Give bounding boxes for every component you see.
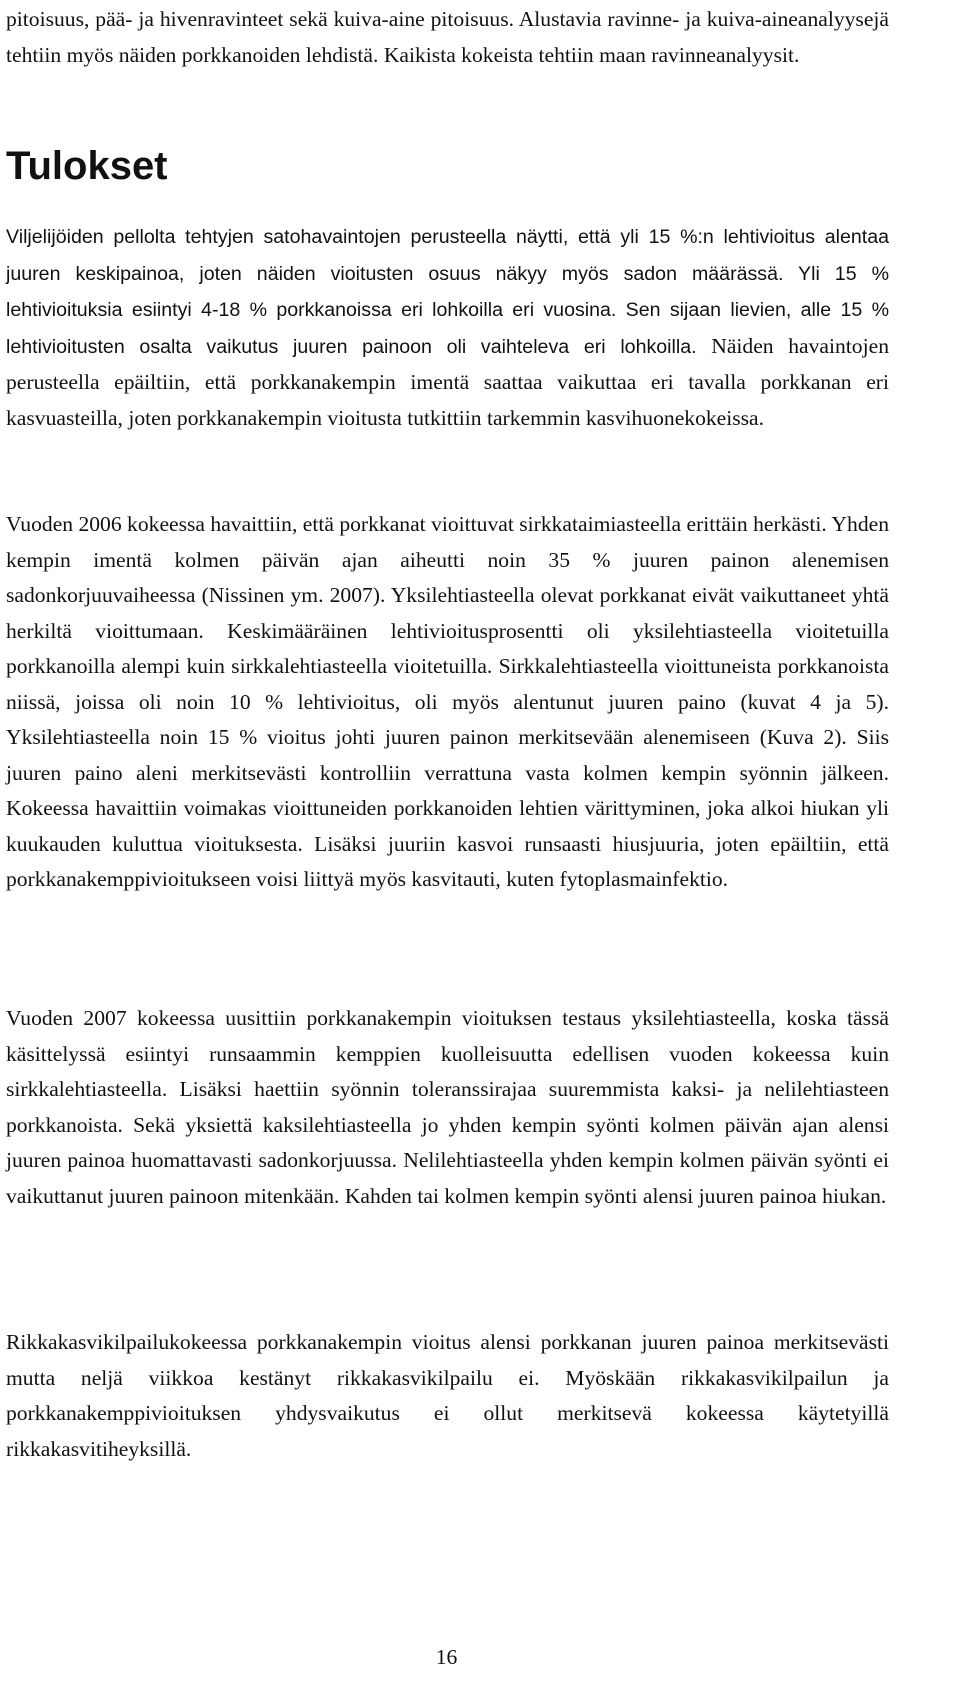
intro-text: pitoisuus, pää- ja hivenravinteet sekä kuiva-aine pitoisuus. Alustavia ravinne- ja kuiva-aineanalyysejä tehtiin myös näiden porkkanoiden lehdistä. Kaikista kokeista tehtiin maan ravinneanalyysit. xyxy=(6,7,889,67)
results-paragraph-1 xyxy=(6,219,889,436)
paragraph-1-serif-text: Näiden havaintojen perusteella epäiltiin, että porkkanakempin imentä saattaa vaikuttaa eri tavalla porkkanan eri kasvuasteilla, joten porkkanakempin vioitusta tutkittiin tarkemmin kasvihuonekokeissa. xyxy=(6,333,889,430)
results-paragraph-3: Vuoden 2007 kokeessa uusittiin porkkanakempin vioituksen testaus yksilehtiasteella, koska tässä käsittelyssä esiintyi runsaammin kemppien kuolleisuutta edellisen vuoden kokeessa kuin sirkkalehtiasteella. Lisäksi haettiin syönnin toleranssirajaa suuremmista kaksi- ja nelilehtiasteen porkkanoista. Sekä yksiettä kaksilehtiasteella jo yhden kempin syönti kolmen päivän ajan alensi juuren painoa huomattavasti sadonkorjuussa. Nelilehtiasteella yhden kempin kolmen päivän syönti ei vaikuttanut juuren painoon mitenkään. Kahden tai kolmen kempin syönti alensi juuren painoa hiukan. xyxy=(6,1006,889,1208)
paragraph-1-sans-text: Viljelijöiden pellolta tehtyjen satohavaintojen perusteella näytti, että yli 15 %:n lehtivioitus alentaa juuren keskipainoa, joten näiden vioitusten osuus näkyy myös sadon määrässä. Yli 15 % lehtivioituksia esiintyi 4-18 % porkkanoissa eri lohkoilla eri vuosina. Sen sijaan lievien, alle 15 % lehtivioitusten osalta vaikutus juuren painoon oli vaihteleva eri lohkoilla. xyxy=(6,226,889,358)
intro-paragraph xyxy=(6,2,889,73)
results-paragraph-2: Vuoden 2006 kokeessa havaittiin, että porkkanat vioittuvat sirkkataimiasteella erittäin herkästi. Yhden kempin imentä kolmen päivän ajan aiheutti noin 35 % juuren painon alenemisen sadonkorjuuvaiheessa (Nissinen ym. 2007). Yksilehtiasteella olevat porkkanat eivät vaikuttaneet yhtä herkiltä vioittumaan. Keskimääräinen lehtivioitusprosentti oli yksilehtiasteella vioitetuilla porkkanoilla alempi kuin sirkkalehtiasteella vioitetuilla. Sirkkalehtiasteella vioittuneista porkkanoista niissä, joissa oli noin 10 % lehtivioitus, oli myös alentunut juuren paino (kuvat 4 ja 5). Yksilehtiasteella noin 15 % vioitus johti juuren painon merkitsevään alenemiseen (Kuva 2). Siis juuren paino aleni merkitsevästi kontrolliin verrattuna vasta kolmen kempin syönnin jälkeen. Kokeessa havaittiin voimakas vioittuneiden porkkanoiden lehtien värittyminen, joka alkoi hiukan yli kuukauden kuluttua vioituksesta. Lisäksi juuriin kasvoi runsaasti hiusjuuria, joten epäiltiin, että porkkanakemppivioitukseen voisi liittyä myös kasvitauti, kuten fytoplasmainfektio. xyxy=(6,512,889,891)
section-heading: Tulokset xyxy=(6,144,168,188)
page-number: 16 xyxy=(435,1645,458,1669)
results-paragraph-4: Rikkakasvikilpailukokeessa porkkanakempin vioitus alensi porkkanan juuren painoa merkitsevästi mutta neljä viikkoa kestänyt rikkakasvikilpailu ei. Myöskään rikkakasvikilpailun ja porkkanakemppivioituksen yhdysvaikutus ei ollut merkitsevä kokeessa käytetyillä rikkakasvitiheyksillä. xyxy=(6,1330,889,1461)
